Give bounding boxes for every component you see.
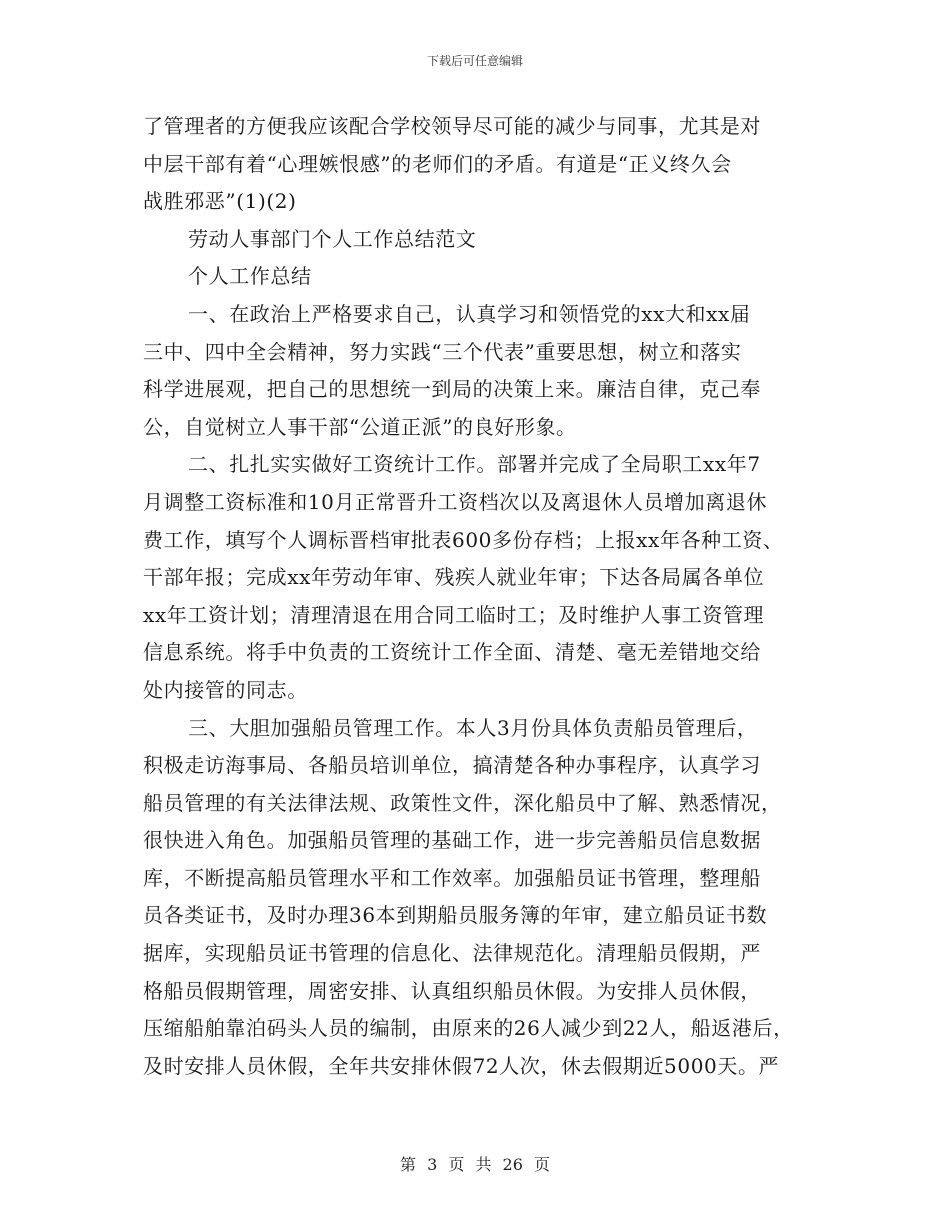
page-header: 下载后可任意编辑 bbox=[426, 54, 523, 68]
body-line: 科学进展观，把自己的思想统一到局的决策上来。廉洁自律，克己奉 bbox=[143, 377, 761, 402]
paragraph-start: 二、扎扎实实做好工资统计工作。部署并完成了全局职工xx年7 bbox=[188, 452, 761, 477]
body-line: 干部年报；完成xx年劳动年审、残疾人就业年审；下达各局属各单位 bbox=[143, 565, 765, 590]
body-line: 三中、四中全会精神，努力实践“三个代表”重要思想，树立和落实 bbox=[143, 339, 742, 364]
document-body bbox=[143, 108, 833, 1085]
body-line: 公，自觉树立人事干部“公道正派”的良好形象。 bbox=[143, 414, 577, 439]
body-line: 费工作，填写个人调标晋档审批表600多份存档；上报xx年各种工资、 bbox=[143, 527, 784, 552]
document-title: 劳动人事部门个人工作总结范文 bbox=[188, 226, 477, 251]
body-line: 库，不断提高船员管理水平和工作效率。加强船员证书管理，整理船 bbox=[143, 865, 761, 890]
body-line: 处内接管的同志。 bbox=[143, 677, 308, 702]
body-line: 信息系统。将手中负责的工资统计工作全面、清楚、毫无差错地交给 bbox=[143, 640, 761, 665]
body-line: 及时安排人员休假，全年共安排休假72人次，休去假期近5000天。严 bbox=[143, 1053, 780, 1078]
body-line: 了管理者的方便我应该配合学校领导尽可能的减少与同事，尤其是对 bbox=[143, 114, 761, 138]
paragraph-start: 三、大胆加强船员管理工作。本人3月份具体负责船员管理后， bbox=[188, 715, 758, 740]
body-line: 压缩船舶靠泊码头人员的编制，由原来的26人减少到22人，船返港后， bbox=[143, 1016, 794, 1041]
paragraph-start: 一、在政治上严格要求自己，认真学习和领悟党的xx大和xx届 bbox=[188, 301, 751, 326]
body-line: 月调整工资标准和10月正常晋升工资档次以及离退休人员增加离退休 bbox=[143, 489, 768, 514]
body-line: 员各类证书，及时办理36本到期船员服务簿的年审，建立船员证书数 bbox=[143, 903, 768, 928]
body-line: 中层干部有着“心理嫉恨感”的老师们的矛盾。有道是“正义终久会 bbox=[143, 151, 732, 176]
body-line: 很快进入角色。加强船员管理的基础工作，进一步完善船员信息数据 bbox=[143, 828, 761, 853]
body-line: xx年工资计划；清理清退在用合同工临时工；及时维护人事工资管理 bbox=[143, 602, 765, 627]
page-number-footer: 第 3 页 共 26 页 bbox=[400, 1155, 550, 1174]
body-line: 积极走访海事局、各船员培训单位，搞清楚各种办事程序，认真学习 bbox=[143, 753, 761, 778]
body-line: 战胜邪恶”(1)(2) bbox=[143, 189, 297, 214]
body-line: 格船员假期管理，周密安排、认真组织船员休假。为安排人员休假， bbox=[143, 978, 761, 1003]
body-line: 船员管理的有关法律法规、政策性文件，深化船员中了解、熟悉情况， bbox=[143, 790, 782, 815]
body-line: 据库，实现船员证书管理的信息化、法律规范化。清理船员假期，严 bbox=[143, 941, 761, 966]
section-heading: 个人工作总结 bbox=[188, 264, 312, 289]
